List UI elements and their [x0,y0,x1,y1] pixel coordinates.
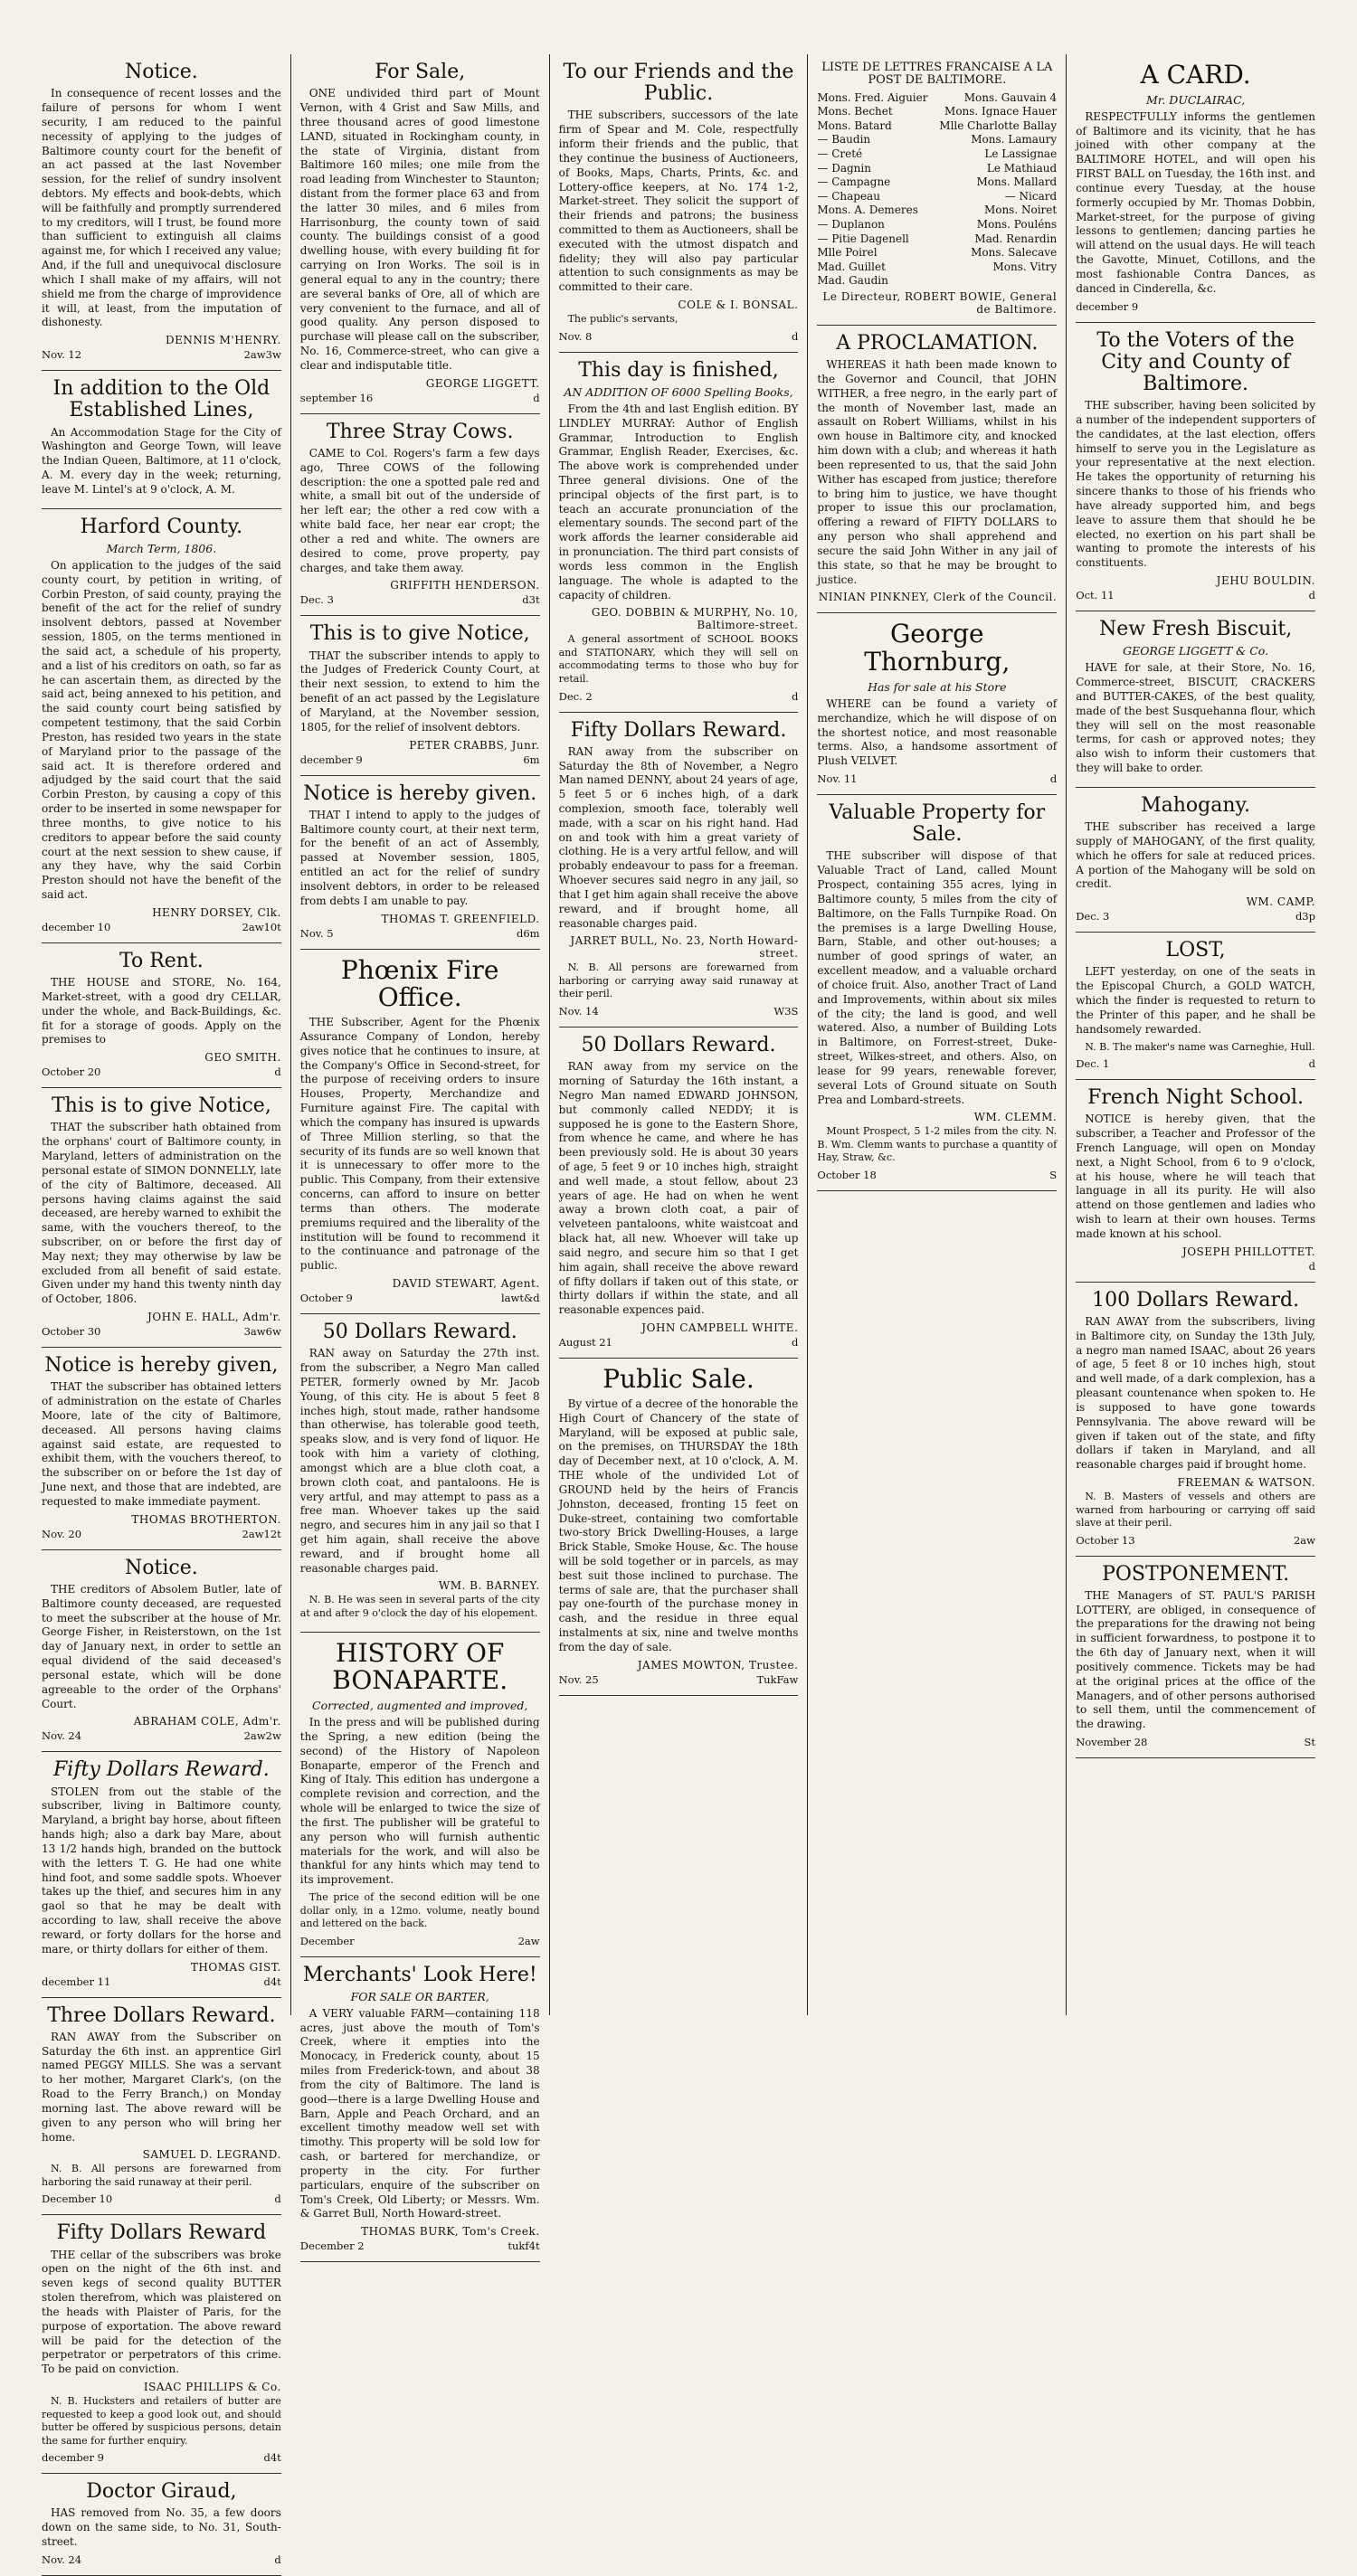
ad-insertion-mark: d [792,689,799,703]
letter-list-row [817,274,1057,289]
ad-body-text: ONE undivided third part of Mount Vernon, with 4 Grist and Saw Mills, and three thousand acres of good limestone LAND, situated in Rockingham county, in the state of Virginia, distant from Baltimore 160 miles; one mile from the road leading from Winchester to Staunton; distant from the former place 63 and from the latter 30 miles, and 6 miles from Harrisonburg, the county town of said county. The buildings consist of a good dwelling house, with every building fit for carrying on Iron Works. The soil is in general equal to any in the country; there are several banks of Ore, all of which are very convenient to the furnace, and all of good quality. Any person disposed to purchase will please call on the subscriber, No. 16, Commerce-street, who can give a clear and indisputable title. [299,87,540,372]
ad-date: December [299,1934,355,1947]
column-2 [291,54,550,2253]
advertisement [300,414,540,617]
ad-title: Phœnix Fire Office. [340,954,499,1013]
advertisement [559,353,799,713]
ad-body-text: RAN AWAY from the subscribers, living in Baltimore city, on Sunday the 13th July, a negro man named ISAAC, about 26 years of age, 5 feet 8 or 10 inches high, stout and well made, of a dark complexion, has a pleasant countenance when spoken to. He is supposed to have gone towards Pennsylvania. The above reward will be given if taken out of the state, and fifty dollars if taken in Maryland, and all reasonable charges paid if brought home. [1076,1314,1315,1472]
ad-insertion-mark: TukFaw [756,1672,799,1686]
letter-list-name: Mons. Pouléns [976,217,1058,231]
ad-insertion-mark: d [1049,772,1058,786]
ad-body-text: THAT the subscriber intends to apply to the Judges of Frederick County Court, at their next session, to extend to him the benefit of an act passed by the Legislature of Maryland, at the November session, 1805, for the relief of insolvent debtors. [299,649,540,734]
ad-title: 100 Dollars Reward. [1092,1288,1300,1312]
ad-date: Nov. 24 [42,1729,82,1743]
ad-insertion-mark: S [1049,1168,1058,1181]
ad-signature: JOSEPH PHILLOTTET. [1181,1245,1315,1258]
letter-list-name: Mons. Batard [817,118,892,132]
ad-date: december 10 [42,920,111,933]
letter-list-row [817,162,1057,176]
ad-date: Oct. 11 [1076,589,1115,602]
ad-dateline [300,1935,540,1947]
ad-body-text: THE subscriber will dispose of that Valuable Tract of Land, called Mount Prospect, containing 355 acres, lying in Baltimore county, 5 miles from the city of Baltimore, on the Falls Turnpike Road. On the premises is a large Dwelling House, Barn, Stable, and other out-houses; a number of good springs of water, an excellent meadow, and a valuable orchard of choice fruit. Also, another Tract of Land and Improvements, within about six miles of the city; the land is good, and well watered. Also, a number of Building Lots in Baltimore, on Forrest-street, Duke-street, Wilkes-street, and others. Also, on lease for 99 years, renewable forever, several Lots of Ground situate on South Prea and Lombard-streets. [817,849,1058,1106]
ad-title: French Night School. [1087,1086,1305,1110]
ad-dateline [559,690,799,703]
advertisement [42,509,281,943]
letter-list-row [817,147,1057,162]
letter-list-name: Mons. Ignace Hauer [944,105,1058,118]
ad-body-text: THE HOUSE and STORE, No. 164, Market-street, with a good dry CELLAR, under the whole, and Back-Buildings, &c. fit for a storage of goods. Apply on the premises to [42,976,281,1046]
advertisement [559,1359,799,1696]
letter-list-name: Mons. Gauvain 4 [963,90,1058,104]
letter-list-name: — Nicard [1004,189,1058,203]
ad-date: Dec. 3 [299,593,334,607]
ad-dateline [42,2553,281,2566]
ad-subtitle: GEORGE LIGGETT & Co. [1123,644,1269,658]
column-3 [550,54,809,2015]
ad-title: George Thornburg, [864,619,1011,677]
ad-title: New Fresh Biscuit, [1098,618,1293,641]
ad-dateline [559,1005,799,1018]
letter-list-name: — Baudin [817,133,871,147]
ad-dateline [42,1975,281,1988]
letter-list-name: Mons. Fred. Aiguier [817,90,928,104]
ad-dateline [1076,589,1315,601]
ad-body-text: NOTICE is hereby given, that the subscriber, a Teacher and Professor of the French Language, will open on Monday next, a Night School, from 6 to 9 o'clock, at his house, where he will teach that language in all its purity. He will also attend on those gentlemen and ladies who wish to learn at their own houses. Terms made known at his school. [1076,1113,1315,1240]
ad-body-text: THE Managers of ST. PAUL'S PARISH LOTTERY, are obliged, in consequence of the preparations for the drawing not being in sufficient forwardness, to postpone it to the 6th day of January next, when it will positively commence. Tickets may be had at the original prices at the office of the Managers, and of other persons authorised to sell them, until the commencement of the drawing. [1076,1588,1315,1731]
ad-subtitle: FOR SALE OR BARTER, [350,1989,489,2003]
ad-note: N. B. He was seen in several parts of the city at and after 9 o'clock the day of his elopement. [299,1594,540,1619]
ad-insertion-mark: d [792,1336,799,1350]
letter-list-row [817,246,1057,260]
ad-title: Notice is hereby given, [44,1354,279,1378]
ad-dateline [300,1292,540,1304]
ad-body-text: THE Subscriber, Agent for the Phœnix Assurance Company of London, hereby gives notice that he continues to insure, at the Company's Office in Second-street, for the purpose of receiving orders to insure Houses, Property, Merchandize and Furniture against Fire. The capital with which the company has insured is upwards of Three Million sterling, so that the security of its funds are so well known that it is unnecessary to offer more to the public. This Company, from their extensive concerns, can afford to insure on better terms than others. The moderate premiums required and the liberality of the institution will be found to recommend it to the continuance and patronage of the public. [299,1016,540,1273]
ad-insertion-mark: d [533,391,540,404]
letter-list-row [817,105,1057,119]
ad-signature: THOMAS T. GREENFIELD. [381,912,540,925]
ad-date: Dec. 1 [1076,1057,1110,1071]
ad-date: Dec. 3 [1076,910,1110,923]
ad-body-text: HAS removed from No. 35, a few doors down on the same side, to No. 31, South-street. [42,2506,281,2548]
advertisement [1076,323,1315,612]
letter-list-row [817,175,1057,190]
ad-insertion-mark: d4t [263,2451,281,2465]
ad-note: N. B. Masters of vessels and others are warned from harbouring or carrying off said slave at their peril. [1076,1490,1315,1530]
ad-signature: WM. CAMP. [1246,895,1315,909]
advertisement [559,1028,799,1359]
ad-dateline [300,593,540,606]
ad-insertion-mark: W3S [773,1005,799,1018]
advertisement [42,1088,281,1348]
ad-dateline [1076,910,1315,923]
ad-body-text: RAN away from the subscriber on Saturday the 8th of November, a Negro Man named DENNY, about 24 years of age, 5 feet 5 or 6 inches high, of a dark complexion, smooth face, tolerably well made, with a scar on his right hand. Had on and took with him a great variety of clothing. He is a very artful fellow, and will probably endeavour to pass for a freeman. Whoever secures said negro in any jail, so that I get him again shall receive the above reward, and if brought home, all reasonable charges paid. [558,744,799,930]
ad-body-text: THAT the subscriber has obtained letters of administration on the estate of Charles Moore, late of the city of Baltimore, deceased. All persons having claims against said estate, are requested to exhibit them, with the vouchers thereof, to the subscriber on or before the 1st day of June next, and those that are indebted, are requested to make immediate payment. [42,1380,281,1508]
ad-title: This day is finished, [578,358,779,382]
ad-insertion-mark: 6m [523,753,540,766]
ad-title: LOST, [1165,939,1226,962]
ad-dateline [559,1336,799,1349]
ad-title: Notice. [125,61,198,83]
ad-date: december 9 [1076,299,1139,313]
ad-date: Nov. 5 [299,926,334,940]
ad-date: september 16 [299,391,374,404]
ad-date: december 9 [42,2451,104,2465]
letter-list-name: Mad. Guillet [817,260,886,273]
ad-date: December 10 [42,2192,113,2206]
ad-signature: JOHN E. HALL, Adm'r. [147,1311,281,1324]
ad-signature: COLE & I. BONSAL. [678,298,799,312]
ad-insertion-mark: d [274,2552,281,2566]
ad-date: Dec. 2 [558,689,593,703]
ad-signature: Le Directeur, ROBERT BOWIE, General de Baltimore. [822,289,1058,316]
ad-title: Fifty Dollars Reward. [570,718,787,742]
letter-list-name: Mons. Mallard [976,175,1058,189]
ad-title: To the Voters of the City and County of Baltimore. [1096,328,1295,395]
letter-list-name: Mons. Salecave [971,246,1058,260]
ad-title: To Rent. [119,949,204,972]
advertisement [559,54,799,353]
letter-list-name: Mons. Lamaury [971,133,1058,147]
column-5 [1067,54,1324,2015]
ad-signature: DENNIS M'HENRY. [165,334,281,347]
ad-body-text: In consequence of recent losses and the failure of persons for whom I went security, I am reduced to the painful necessity of applying to the judges of Baltimore county court for the benefit of an act passed at the last November session, for the relief of sundry insolvent debtors. My effects and book-debts, which will be faithfully and promptly surrendered to my creditors, will I trust, be found more than sufficient to extinguish all claims against me, for which I received any value; And, if the full and unequivocal disclosure which I shall make of my affairs, will not shield me from the charge of improvidence it will, at least, from the imputation of dishonesty. [42,87,281,329]
ad-body-text: CAME to Col. Rogers's farm a few days ago, Three COWS of the following description: the one a spotted pale red and white, a small bit out of the underside of her left ear; the other a red cow with a white bald face, her near ear cropt; the other a red and white. The owners are desired to come, prove property, pay charges, and take them away. [299,446,540,574]
ad-note: N. B. All persons are forewarned from harboring the said runaway at their peril. [42,2163,281,2188]
ad-title: This is to give Notice, [51,1094,271,1118]
ad-dateline [42,1729,281,1742]
ad-body-text: THE cellar of the subscribers was broke open on the night of the 6th inst. and seven kegs of second quality BUTTER stolen therefrom, which was plaistered on the heads with Plaister of Paris, for the purpose of exportation. The above reward will be paid for the detection of the perpetrator or perpetrators of this crime. To be paid on conviction. [42,2248,281,2376]
ad-insertion-mark: 2aw [517,1934,540,1947]
ad-body-text: STOLEN from out the stable of the subscriber, living in Baltimore county, Maryland, a bright bay horse, about fifteen hands high; also a dark bay Mare, about 13 1/2 hands high, branded on the buttock with the letters T. G. He had one white hind foot, and some saddle spots. Whoever takes up the thief, and secures him in any gaol so that he may be dealt with according to law, shall receive the above reward, or forty dollars for the horse and mare, or thirty dollars for either of them. [42,1785,281,1956]
letter-list-name: — Duplanon [817,217,885,231]
ad-body-text: On application to the judges of the said county court, by petition in writing, of Corbin Preston, of said county, praying the benefit of the act for the relief of sundry insolvent debtors, passed at November session, 1805, on the terms mentioned in the said act, a schedule of his property, and a list of his creditors on oath, so far as he can ascertain them, as directed by the said act, being annexed to his petition, and the said county court being satisfied by competent testimony, that the said Corbin Preston, has resided two years in the state of Maryland prior to the passage of the said act. It is therefore ordered and adjudged by the said court that the said Corbin Preston, by causing a copy of this order to be inserted in some newspaper for three months, to give notice to his creditors to appear before the said county court at the next session to shew cause, if any they have, why the said Corbin Preston should not have the benefit of the said act. [42,558,281,902]
advertisement [42,2215,281,2474]
ad-subtitle: Corrected, augmented and improved, [312,1699,528,1713]
advertisement [300,950,540,1315]
letter-list-row [817,119,1057,134]
ad-title: This is to give Notice, [309,622,530,646]
ad-body-text: From the 4th and last English edition. BY LINDLEY MURRAY: Author of English Grammar, Introduction to English Grammar, English Reader, Exercises, &c. The above work is comprehended under Three general divisions. One of the principal objects of the first part, is to teach an accurate pronunciation of the elementary sounds. The second part of the work affords the learner considerable aid in pronunciation. The third part consists of words less common in the English language. The whole is adapted to the capacity of children. [558,402,799,601]
ad-dateline [42,921,281,933]
advertisement [1076,54,1315,323]
ad-signature: NINIAN PINKNEY, Clerk of the Council. [818,591,1058,604]
ad-title: Doctor Giraud, [86,2480,237,2504]
letter-list-name: Mons. Bechet [817,105,893,118]
ad-signature: GEO. DOBBIN & MURPHY, No. 10, Baltimore-street. [591,606,799,632]
ad-title: In addition to the Old Established Lines, [52,377,270,422]
ad-subtitle: Has for sale at his Store [868,679,1007,694]
letter-list-row [817,204,1057,218]
letter-list-name: — Creté [817,147,863,160]
ad-body-text: WHEREAS it hath been made known to the Governor and Council, that JOHN WITHER, a free negro, in the early part of the month of November last, made an assault on Robert Williams, whilst in his own house in Baltimore city, and knocked him down with a club; and whereas it hath been represented to us, that the said John Wither has escaped from justice; therefore to bring him to justice, we have thought proper to issue this our proclamation, offering a reward of FIFTY DOLLARS to any person who shall apprehend and secure the said John Wither in any jail of this state, so that he may be brought to justice. [817,358,1058,586]
ad-date: Nov. 20 [42,1527,82,1540]
advertisement [42,1752,281,1997]
letter-list-name: — Chapeau [817,189,880,203]
advertisement [817,795,1057,1191]
ad-signature: FREEMAN & WATSON. [1177,1475,1315,1489]
ad-body-text: An Accommodation Stage for the City of Washington and George Town, will leave the Indian Queen, Baltimore, at 11 o'clock, A. M. every day in the week; returning, leave M. Lintel's at 9 o'clock, A. M. [42,425,281,496]
ad-title: Public Sale. [603,1364,754,1395]
letter-list-name: Mons. Vitry [992,260,1058,273]
ad-body-text: THE creditors of Absolem Butler, late of Baltimore county deceased, are requested to meet the subscriber at the house of Mr. George Fisher, in Reisterstown, on the 1st day of January next, in order to settle an equal dividend of the said deceased's personal estate, which will be done agreeable to the order of the Orphans' Court. [42,1582,281,1710]
ad-body-text: RESPECTFULLY informs the gentlemen of Baltimore and its vicinity, that he has joined with other company at the BALTIMORE HOTEL, and will open his FIRST BALL on Tuesday, the 16th inst. and continue every Tuesday, at the house formerly occupied by Mr. Thomas Dobbin, Market-street, for the purpose of giving lessons to gentlemen; dancing parties he will attend on the usual days. He will teach the Gavotte, Minuet, Cotillons, and the most fashionable Contra Dances, as danced in Cinderella, &c. [1076,109,1315,295]
ad-dateline [1076,1260,1315,1273]
ad-title: A CARD. [1140,60,1251,90]
ad-date: October 13 [1076,1533,1135,1547]
ad-title: Valuable Property for Sale. [829,801,1046,847]
letter-list-row [817,133,1057,147]
ad-insertion-mark: d [1308,1259,1315,1273]
ad-signature: SAMUEL D. LEGRAND. [142,2148,281,2162]
ad-note: N. B. The maker's name was Carneghie, Hull. [1085,1040,1315,1053]
ad-insertion-mark: 2aw [1293,1533,1315,1547]
ad-body-text: By virtue of a decree of the honorable the High Court of Chancery of the state of Maryland, will be exposed at public sale, on the premises, on THURSDAY the 18th day of December next, at 10 o'clock, A. M. THE whole of the undivided Lot of GROUND held by the heirs of Francis Johnston, deceased, fronting 15 feet on Duke-street, containing two comfortable two-story Brick Dwelling-Houses, a large Brick Stable, Smoke House, &c. The house will be sold together or in parcels, as may best suit those inclined to purchase. The terms of sale are, that the purchaser shall pay one-fourth of the purchase money in cash, and the residue in three equal instalments at six, nine and twelve months from the day of sale. [558,1397,799,1653]
ad-dateline [300,753,540,766]
ad-dateline [1076,1736,1315,1748]
ad-date: december 9 [299,753,363,766]
ad-title: LISTE DE LETTRES FRANCAISE A LA POST DE BALTIMORE. [821,61,1053,88]
ad-dateline [42,1528,281,1540]
ad-dateline [42,348,281,361]
ad-title: For Sale, [375,61,466,83]
advertisement [817,613,1057,795]
advertisement [42,371,281,509]
ad-insertion-mark: d [274,1065,281,1079]
ad-title: Notice. [125,1556,198,1579]
advertisement [300,1314,540,1632]
advertisement [300,616,540,775]
ad-date: November 28 [1076,1736,1148,1748]
advertisement [42,54,281,371]
ad-date: Nov. 12 [42,348,82,362]
ad-date: december 11 [42,1975,111,1988]
ad-insertion-mark: lawt&d [500,1292,540,1305]
ad-title: 50 Dollars Reward. [581,1034,776,1056]
ad-dateline [1076,1534,1315,1547]
advertisement [1076,1080,1315,1283]
ad-signature: DAVID STEWART, Agent. [392,1277,540,1291]
ad-title: Harford County. [80,515,243,538]
ad-signature: GEORGE LIGGETT. [425,376,540,390]
ad-dateline [559,330,799,343]
ad-note: The price of the second edition will be one dollar only, in a 12mo. volume, neatly bound and lettered on the back. [299,1891,540,1930]
ad-date: August 21 [558,1336,612,1350]
ad-title: To our Friends and the Public. [563,61,794,106]
ad-body-text: A VERY valuable FARM—containing 118 acres, just above the mouth of Tom's Creek, where it empties into the Monocacy, in Frederick county, about 15 miles from Frederick-town, and about 38 from the city of Baltimore. The land is good—there is a large Dwelling House and Barn, Apple and Peach Orchard, and an excellent timothy meadow well set with timothy. This property will be sold low for cash, or bartered for merchandize, or property in the city. For further particulars, enquire of the subscriber on Tom's Creek, Old Liberty; or Messrs. Wm. & Garret Bull, North Howard-street. [299,2006,540,2221]
ad-date: Nov. 11 [817,772,858,786]
advertisement [42,1348,281,1550]
ad-insertion-mark: d3p [1295,910,1315,923]
letter-list-name: Mons. A. Demeres [817,204,918,217]
ad-dateline [42,2192,281,2205]
ad-insertion-mark: 3aw6w [243,1325,281,1339]
ad-insertion-mark: St [1304,1736,1315,1748]
advertisement [817,326,1057,613]
ad-body-text: THE subscriber, having been solicited by a number of the independent supporters of the candidates, at the last election, offers himself to serve you in the Legislature as your representative at the next election. He takes the opportunity of returning his sincere thanks to those of his friends who have already supported him, and begs leave to assure them that should he be elected, no exertion on his part shall be wanting to promote the interests of his constituents. [1076,399,1315,570]
letter-list-name: Mlle Poirel [817,246,878,260]
ad-insertion-mark: 2aw10t [242,920,281,933]
ad-signature: ABRAHAM COLE, Adm'r. [133,1715,281,1728]
ad-signature: THOMAS BROTHERTON. [131,1512,281,1526]
ad-signature: HENRY DORSEY, Clk. [152,905,281,919]
ad-body-text: HAVE for sale, at their Store, No. 16, Commerce-street, BISCUIT, CRACKERS and BUTTER-CAKES, of the best quality, made of the best Susquehanna flour, which they will sell on the most reasonable terms, for cash or approved notes; they also wish to inform their customers that they will bake to order. [1076,661,1315,775]
ad-title: Fifty Dollars Reward. [53,1758,270,1782]
advertisement [817,54,1057,326]
ad-date: October 9 [299,1292,353,1305]
ad-body-text: RAN AWAY from the Subscriber on Saturday the 6th inst. an apprentice Girl named PEGGY MILLS. She was a servant to her mother, Margaret Clark's, (on the Road to the Ferry Branch,) on Monday morning last. The above reward will be given to any person who will bring her home. [42,2030,281,2144]
advertisement [300,776,540,950]
advertisement [1076,788,1315,933]
ad-signature: WM. CLEMM. [973,1111,1058,1124]
letter-list-row [817,91,1057,106]
advertisement [42,943,281,1088]
ad-date: Nov. 25 [558,1672,599,1686]
ad-insertion-mark: 2aw2w [243,1729,281,1743]
advertisement [559,713,799,1028]
advertisement [1076,611,1315,788]
ad-insertion-mark: tukf4t [508,2240,540,2253]
ad-body-text: In the press and will be published during the Spring, a new edition (being the second) of the History of Napoleon Bonaparte, emperor of the French and King of Italy. This edition has undergone a complete revision and correction, and the whole will be enlarged to twice the size of the first. The publisher will be grateful to any person who will furnish authentic materials for the work, and will also be thankful for any hints which may tend to its improvement. [299,1716,540,1887]
letter-list-row [817,218,1057,232]
ad-signature: PETER CRABBS, Junr. [409,738,540,752]
ad-signature: GRIFFITH HENDERSON. [390,579,540,592]
ad-note: N. B. Hucksters and retailers of butter are requested to keep a good look out, and should butter be offered by suspicious persons, detain the same for further enquiry. [42,2395,281,2447]
ad-title: POSTPONEMENT. [1102,1562,1290,1586]
ad-dateline [300,2240,540,2252]
advertisement [42,2474,281,2576]
ad-signature: GEO SMITH. [204,1051,281,1065]
ad-insertion-mark: d [792,329,799,343]
ad-body-text: THE subscriber has received a large supply of MAHOGANY, of the first quality, which he offers for sale at reduced prices. A portion of the Mahogany will be sold on credit. [1076,820,1315,891]
ad-body-text: THAT the subscriber hath obtained from the orphans' court of Baltimore county, in Maryland, letters of administration on the personal estate of SIMON DONNELLY, late of the city of Baltimore, deceased. All persons having claims against the said deceased, are hereby warned to exhibit the same, with the vouchers thereof, to the subscriber, on or before the first day of May next; they may otherwise by law be excluded from all benefit of said estate. Given under my hand this twenty ninth day of October, 1806. [42,1121,281,1306]
letter-list-name: Mad. Renardin [974,232,1058,245]
ad-insertion-mark: d [1308,1057,1315,1071]
ad-insertion-mark: 2aw12t [242,1527,281,1540]
ad-body-text: RAN away from my service on the morning of Saturday the 16th instant, a Negro Man named EDWARD JOHNSON, but commonly called NEDDY; it is supposed he is gone to the Eastern Shore, from whence he came, and where he has been previously sold. He is about 30 years of age, 5 feet 9 or 10 inches high, straight and well made, a stout fellow, about 23 years of age. He had on when he went away a brown cloth coat, a pair of velveteen pantaloons, white waistcoat and black hat, all new. Whoever will take up said negro, and secure him so that I get him again, shall receive the above reward of fifty dollars if taken out of this state, or thirty dollars if within the state, and all reasonable expences paid. [558,1060,799,1317]
advertisement [300,54,540,414]
advertisement [1076,1557,1315,1758]
ad-body-text: LEFT yesterday, on one of the seats in the Episcopal Church, a GOLD WATCH, which the finder is requested to return to the Printer of this paper, and he shall be handsomely rewarded. [1076,965,1315,1036]
ad-body-text: WHERE can be found a variety of merchandize, which he will dispose of on the shortest notice, and most reasonable terms. Also, a handsome assortment of Plush VELVET. [817,696,1058,768]
ad-title: Three Dollars Reward. [47,2003,276,2027]
ad-body-text: THE subscribers, successors of the late firm of Spear and M. Cole, respectfully inform their friends and the public, that they continue the business of Auctioneers, of Books, Maps, Charts, Prints, &c. and Lottery-office keepers, at No. 174 1-2, Market-street. They solicit the support of their friends and patrons; the business committed to them as Auctioneers, shall be executed with the utmost dispatch and fidelity; they will also pay particular attention to such consignments as may be committed to their care. [558,109,799,294]
ad-dateline [817,1169,1057,1181]
column-4 [808,54,1067,2015]
letter-list-row [817,190,1057,204]
ad-date: October 20 [42,1065,101,1079]
letter-list-name: Mad. Gaudin [817,274,888,288]
letter-list-name: Mlle Charlotte Ballay [939,118,1058,132]
letter-list-row [817,260,1057,275]
advertisement [1076,933,1315,1080]
ad-title: 50 Dollars Reward. [322,1321,517,1344]
column-1 [33,54,291,2566]
ad-title: A PROCLAMATION. [836,331,1039,355]
ad-title: Notice is hereby given. [303,781,537,805]
ad-dateline [817,772,1057,785]
letter-list-name: Le Lassignae [984,147,1058,160]
letter-list-name: — Dagnin [817,161,871,175]
ad-dateline [42,1065,281,1078]
advertisement [42,1998,281,2216]
ad-note: The public's servants, [567,313,678,326]
ad-dateline [1076,300,1315,313]
ad-signature: WM. B. BARNEY. [438,1579,540,1593]
advertisement [300,1633,540,1957]
ad-title: Three Stray Cows. [326,420,514,443]
ad-date: Nov. 14 [558,1005,599,1018]
letter-list-name: — Campagne [817,175,891,189]
ad-signature: JOHN CAMPBELL WHITE. [641,1321,799,1335]
letter-list-name: Mons. Noiret [983,204,1058,217]
ad-date: December 2 [299,2240,365,2253]
ad-dateline [42,2451,281,2464]
ad-signature: ISAAC PHILLIPS & Co. [143,2381,281,2394]
ad-date: Nov. 24 [42,2552,82,2566]
letter-list-name: Le Mathiaud [986,161,1058,175]
ad-date: October 30 [42,1325,101,1339]
ad-signature: JAMES MOWTON, Trustee. [637,1658,799,1672]
ad-dateline [300,927,540,940]
ad-date: October 18 [817,1168,877,1181]
ad-signature: JEHU BOULDIN. [1216,574,1315,588]
ad-insertion-mark: 2aw3w [243,348,281,362]
ad-note: A general assortment of SCHOOL BOOKS and STATIONARY, which they will sell on accommodating terms to those who buy for retail. [558,633,799,685]
ad-signature: THOMAS BURK, Tom's Creek. [361,2225,540,2239]
ad-dateline [559,1673,799,1686]
ad-body-text: RAN away on Saturday the 27th inst. from the subscriber, a Negro Man called PETER, formerly owned by Mr. Jacob Young, of this city. He is about 5 feet 8 inches high, stout made, rather handsome than otherwise, has tolerable good teeth, speaks slow, and is very fond of liquor. He took with him a variety of clothing, amongst which are a blue cloth coat, a brown cloth coat, and pantaloons. He is very artful, and may attempt to pass as a free man. Whoever takes up the said negro, and secures him in any jail so that I get him again, shall receive the above reward, and if brought home all reasonable charges paid. [299,1347,540,1575]
ad-subtitle: Mr. DUCLAIRAC, [1145,92,1246,107]
ad-signature: THOMAS GIST. [190,1960,281,1974]
ad-title: Fifty Dollars Reward [56,2221,267,2245]
ad-note: N. B. All persons are forewarned from harboring or carrying away said runaway at their peril. [558,961,799,1000]
ad-title: HISTORY OF BONAPARTE. [332,1637,508,1696]
ad-subtitle: AN ADDITION OF 6000 Spelling Books, [564,384,793,399]
columns-container [33,54,1324,2566]
ad-dateline [42,1325,281,1338]
advertisement [300,1957,540,2263]
ad-note: Mount Prospect, 5 1-2 miles from the city. N. B. Wm. Clemm wants to purchase a quantity of Hay, Straw, &c. [817,1125,1058,1164]
ad-dateline [300,392,540,404]
ad-insertion-mark: d4t [263,1975,281,1988]
ad-title: Mahogany. [1141,793,1251,817]
letter-list-row [817,232,1057,247]
ad-insertion-mark: d6m [517,926,540,940]
ad-body-text: THAT I intend to apply to the judges of Baltimore county court, at their next term, for the benefit of an act of Assembly, passed at November session, 1805, entitled an act for the relief of sundry insolvent debtors, in order to be released from debts I am unable to pay. [299,808,540,907]
advertisement [1076,1283,1315,1557]
ad-date: Nov. 8 [558,329,593,343]
letter-list-name: — Pitie Dagenell [817,232,909,245]
ad-insertion-mark: d [274,2192,281,2206]
ad-signature: JARRET BULL, No. 23, North Howard-street. [570,934,799,961]
advertisement [42,1550,281,1753]
ad-dateline [1076,1057,1315,1070]
ad-subtitle: March Term, 1806. [106,541,217,555]
ad-title: Merchants' Look Here! [302,1963,537,1986]
ad-insertion-mark: d3t [522,593,540,607]
ad-insertion-mark: d [1308,589,1315,602]
